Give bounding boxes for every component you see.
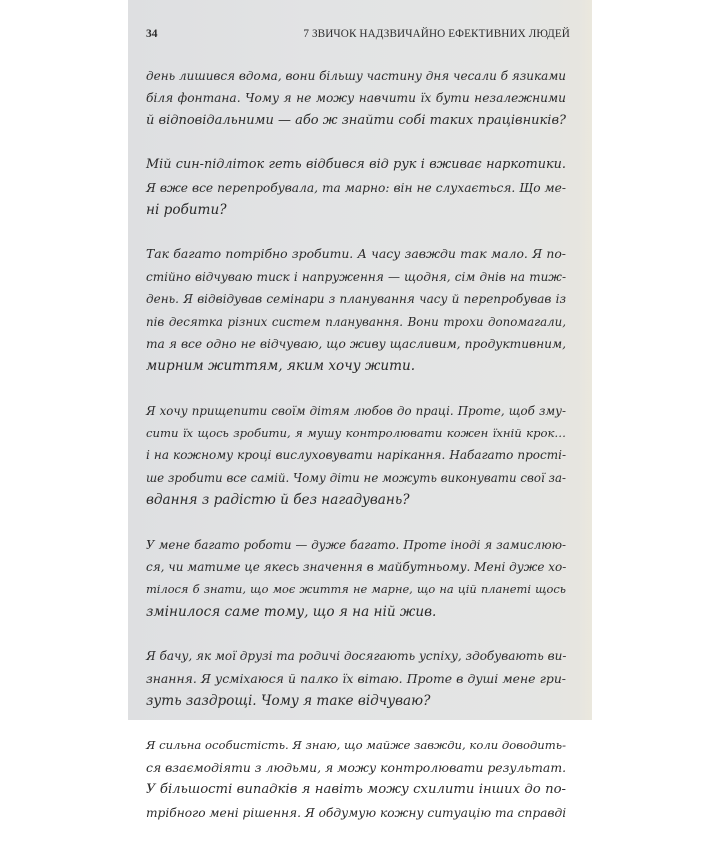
text-line: сити їх щось зробити, я мушу контролювати кожен їхній крок… — [146, 426, 566, 441]
text-line: біля фонтана. Чому я не можу навчити їх бути незалежними — [146, 91, 566, 106]
text-line: ше зробити все самій. Чому діти не можуть виконувати свої за- — [146, 470, 566, 485]
text-line: і на кожному кроці вислуховувати нарікання. Набагато прості- — [146, 448, 566, 463]
text-line: Я бачу, як мої друзі та родичі досягають успіху, здобувають ви- — [146, 649, 567, 664]
book-title: 7 ЗВИЧОК НАДЗВИЧАЙНО ЕФЕКТИВНИХ ЛЮДЕЙ — [303, 28, 570, 40]
text-line: Так багато потрібно зробити. А часу завжди так мало. Я по- — [146, 246, 566, 262]
text-line: ся взаємодіяти з людьми, я можу контролювати результат. — [146, 759, 567, 775]
text-line: Я сильна особистість. Я знаю, що майже завжди, коли доводить- — [146, 738, 566, 753]
text-line: вдання з радістю й без нагадувань? — [146, 492, 410, 509]
text-line: мирним життям, яким хочу жити. — [146, 358, 416, 375]
text-line: У більшості випадків я навіть можу схилити інших до по- — [146, 782, 566, 798]
paragraph-1 — [146, 65, 566, 132]
paragraph-4 — [146, 400, 566, 512]
text-line: та я все одно не відчуваю, що живу щасливим, продуктивним, — [146, 336, 566, 351]
paragraph-3 — [146, 243, 566, 377]
text-line: змінилося саме тому, що я на ній жив. — [146, 603, 437, 620]
text-line: знання. Я усміхаюся й палко їх вітаю. Проте в душі мене гри- — [146, 670, 566, 686]
text-line: Я хочу прищепити своїм дітям любов до праці. Проте, щоб зму- — [146, 403, 566, 418]
text-line: У мене багато роботи — дуже багато. Проте іноді я замислюю- — [146, 537, 566, 552]
text-line: Мій син-підліток геть відбився від рук і вживає наркотики. — [146, 157, 566, 173]
text-line: день. Я відвідував семінари з планування часу й перепробував із — [146, 292, 566, 307]
paragraph-5 — [146, 534, 566, 624]
text-line: пів десятка різних систем планування. Вони трохи допомагали, — [146, 314, 566, 329]
text-line: тілося б знати, що моє життя не марне, що на цій планеті щось — [146, 582, 566, 597]
page-number: 34 — [146, 28, 158, 40]
text-line: зуть заздрощі. Чому я таке відчуваю? — [146, 692, 431, 709]
paragraph-2 — [146, 154, 566, 221]
book-page — [128, 0, 592, 820]
text-line: день лишився вдома, вони більшу частину дня чесали б язиками — [146, 69, 566, 83]
text-line: й відповідальними — або ж знайти собі таких працівників? — [146, 112, 566, 128]
text-line: трібного мені рішення. Я обдумую кожну ситуацію та справді — [146, 805, 567, 820]
body-text — [146, 65, 566, 846]
text-line: ні робити? — [146, 201, 227, 218]
text-line: стійно відчуваю тиск і напруження — щодня, сім днів на тиж- — [146, 269, 566, 284]
paragraph-6 — [146, 645, 566, 712]
paragraph-7 — [146, 734, 566, 824]
text-line: Я вже все перепробувала, та марно: він не слухається. Що ме- — [146, 180, 566, 195]
text-line: ся, чи матиме це якесь значення в майбутньому. Мені дуже хо- — [146, 560, 567, 575]
running-head — [146, 28, 570, 44]
